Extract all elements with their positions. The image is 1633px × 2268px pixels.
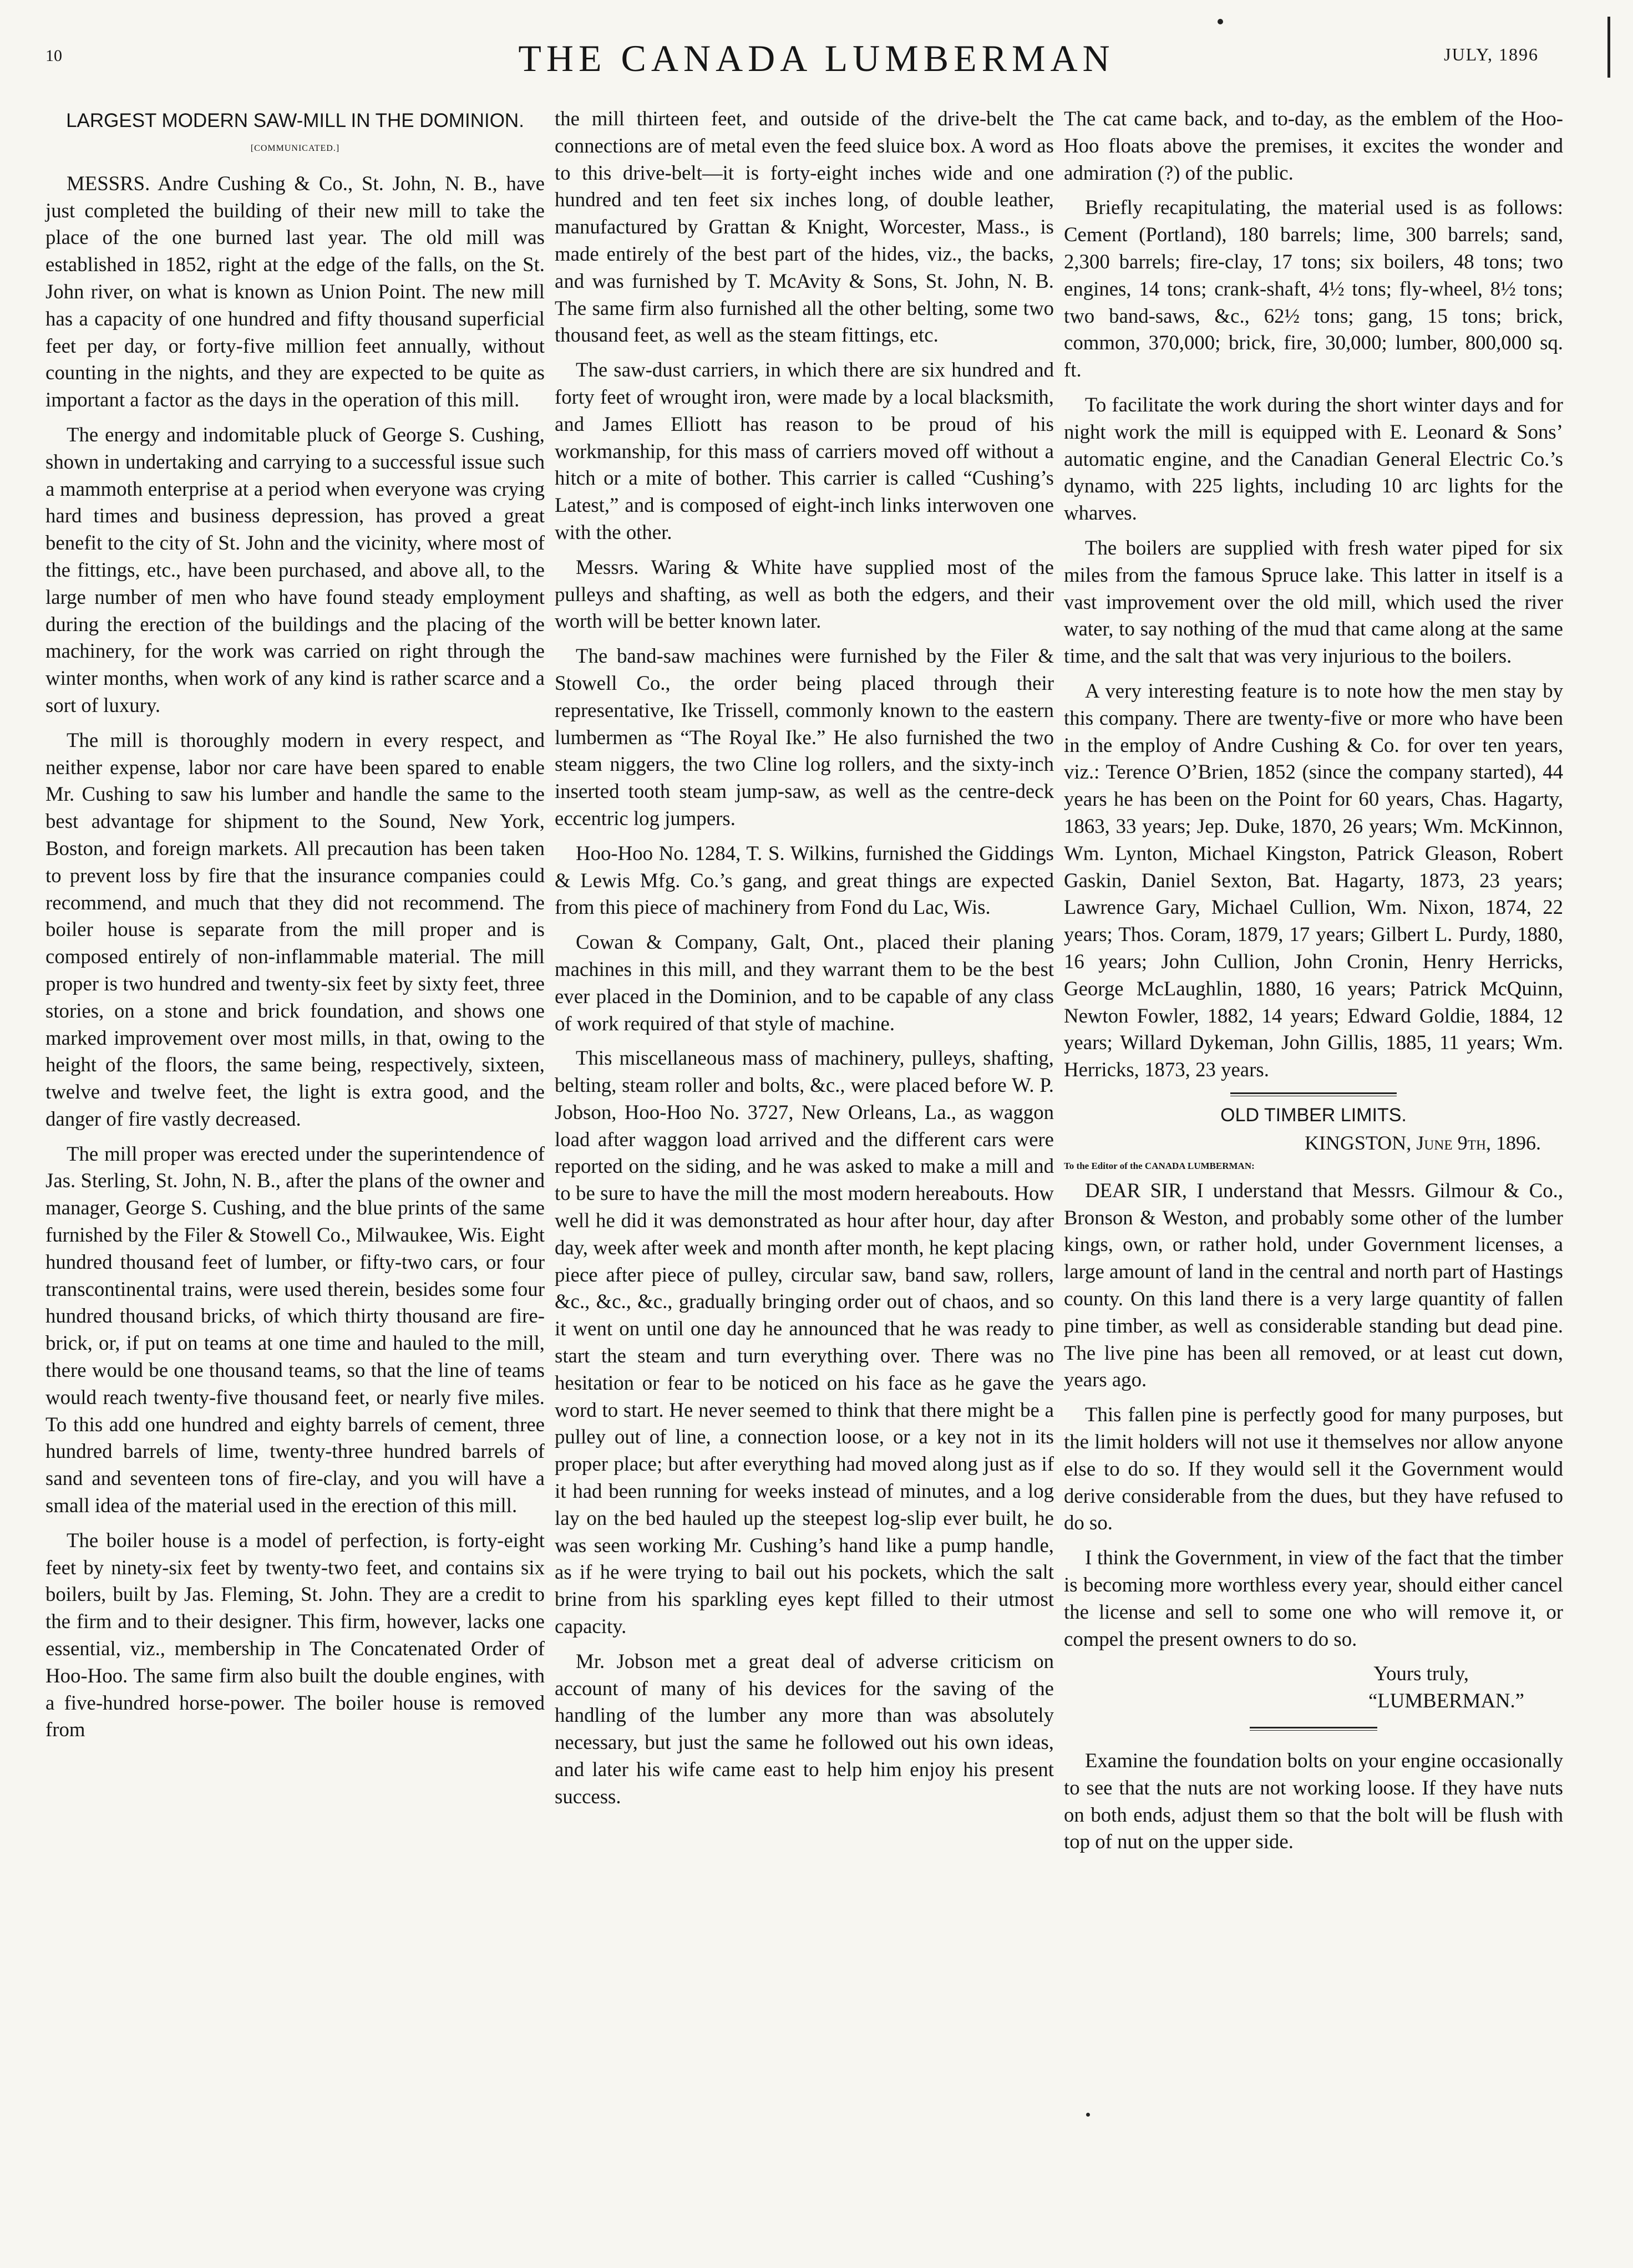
- section-divider: [1230, 1092, 1397, 1096]
- ink-speck: [1218, 19, 1223, 24]
- paragraph: The cat came back, and to-day, as the emblem of the Hoo-Hoo floats above the premises, it excites the wonder and admiration (?) of the public.: [1064, 107, 1563, 184]
- letter-signature: “LUMBERMAN.”: [1368, 1689, 1524, 1712]
- letter-salutation: To the Editor of the CANADA LUMBERMAN:: [1064, 1160, 1255, 1171]
- paragraph: DEAR SIR, I understand that Messrs. Gilmour & Co., Bronson & Weston, and probably some other of the lumber kings, own, or rather hold, under Government licenses, a large amount of land in the central and north part of Hastings county. On this land there is a very large quantity of fallen pine timber, as well as considerable standing but dead pine. The live pine has been all removed, or at least cut down, years ago.: [1064, 1178, 1564, 1391]
- article-title: LARGEST MODERN SAW-MILL IN THE DOMINION.: [66, 110, 524, 131]
- section-divider: [1250, 1727, 1377, 1731]
- paragraph: A very interesting feature is to note how the men stay by this company. There are twenty-five or more who have been in the employ of Andre Cushing & Co. for over ten years, viz.: Terence O’Brien, 1852 (since the company started), 44 years he has been on the Point for 60 years, Chas. Hagarty, 1863, 33 years; Jep. Duke, 1870, 26 years; Wm. McKinnon, Wm. Lynton, Michael Kingston, Patrick Gleason, Robert Gaskin, Daniel Sexton, Bat. Hagarty, 1873, 23 years; Lawrence Gary, Michael Cullion, Wm. Nixon, 1874, 22 years; Thos. Coram, 1879, 17 years; Gilbert L. Purdy, 1880, 16 years; John Cullion, John Cronin, Henry Herricks, George McLaughlin, 1880, 16 years; Patrick McQuinn, Newton Fowler, 1882, 14 years; Edward Goldie, 1884, 12 years; Willard Dykeman, John Gillis, 1885, 11 years; Wm. Herricks, 1873, 23 years.: [1064, 679, 1563, 1081]
- paragraph: The energy and indomitable pluck of George S. Cushing, shown in undertaking and carrying to a successful issue such a mammoth enterprise at a period when everyone was crying hard times and business depression, has proved a great benefit to the city of St. John and the vicinity, where most of the fittings, etc., have been purchased, and above all, to the large number of men who have found steady employment during the erection of the buildings and the placing of the machinery, for the work was carried on right through the winter months, when work of any kind is rather scarce and a sort of luxury.: [45, 423, 545, 716]
- letter-title: OLD TIMBER LIMITS.: [1220, 1104, 1407, 1126]
- lead-word: MESSRS.: [67, 171, 150, 195]
- letter-dateline: KINGSTON, June 9th, 1896.: [1304, 1131, 1541, 1154]
- paragraph: Messrs. Waring & White have supplied most of the pulleys and shafting, as well as both the edgers, and their worth will be better known later.: [555, 555, 1054, 633]
- masthead: THE CANADA LUMBERMAN: [518, 37, 1115, 79]
- paragraph: Examine the foundation bolts on your engine occasionally to see that the nuts are not working loose. If they have nuts on both ends, adjust them so that the bolt will be flush with top of nut on the upper side.: [1064, 1749, 1563, 1853]
- paragraph: Mr. Jobson met a great deal of adverse criticism on account of many of his devices for the saving of the handling of the lumber any more than was absolutely necessary, but just the same he followed out his own ideas, and later his wife came east to help him enjoy his present success.: [555, 1649, 1054, 1808]
- paragraph: To facilitate the work during the short winter days and for night work the mill is equipped with E. Leonard & Sons’ automatic engine, and the Canadian General Electric Co.’s dynamo, with 225 lights, including 10 arc lights for the wharves.: [1064, 393, 1563, 525]
- margin-line: [1607, 17, 1610, 78]
- page-header: [0, 0, 1633, 83]
- paragraph: Briefly recapitulating, the material used is as follows: Cement (Portland), 180 barrels; lime, 300 barrels; sand, 2,300 barrels; fire-clay, 17 tons; six boilers, 48 tons; two engines, 14 tons; crank-shaft, 4½ tons; fly-wheel, 8½ tons; two band-saws, &c., 62½ tons; gang, 15 tons; brick, common, 370,000; brick, fire, 30,000; lumber, 800,000 sq. ft.: [1064, 196, 1563, 382]
- paragraph: The mill proper was erected under the superintendence of Jas. Sterling, St. John, N. B., after the plans of the owner and manager, George S. Cushing, and the blue prints of the same furnished by the Filer & Stowell Co., Milwaukee, Wis. Eight hundred thousand feet of lumber, or fifty-two cars, or four transcontinental trains, were used therein, besides some four hundred thousand bricks, of which thirty thousand are fire-brick, or, if put on teams at one time and hauled to the mill, there would be one thousand teams, so that the line of teams would reach twenty-five thousand feet, or nearly five miles. To this add one hundred and eighty barrels of cement, three hundred barrels of lime, twenty-three hundred barrels of sand and seventeen tons of fire-clay, and you will have a small idea of the material used in the erection of this mill.: [45, 1142, 545, 1517]
- column-1: [45, 105, 545, 1751]
- paragraph: This fallen pine is perfectly good for many purposes, but the limit holders will not use it themselves nor allow anyone else to do so. If they would sell it the Government would derive considerable from the dues, but they have refused to do so.: [1064, 1403, 1563, 1534]
- column-2: [555, 105, 1054, 1818]
- paragraph: The mill is thoroughly modern in every respect, and neither expense, labor nor care have been spared to enable Mr. Cushing to saw his lumber and handle the same to the best advantage for shipment to the Sound, New York, Boston, and foreign markets. All precaution has been taken to prevent loss by fire that the insurance companies could recommend, and much that they did not recommend. The boiler house is separate from the mill proper and is composed entirely of non-inflammable material. The mill proper is two hundred and twenty-six feet by sixty feet, three stories, on a stone and brick foundation, and shows one marked improvement over most mills, in that, owing to the height of the floors, the same being, respectively, sixteen, twelve and twelve feet, the light is extra good, and the danger of fire vastly decreased.: [45, 728, 545, 1130]
- paragraph: Hoo-Hoo No. 1284, T. S. Wilkins, furnished the Giddings & Lewis Mfg. Co.’s gang, and great things are expected from this piece of machinery from Fond du Lac, Wis.: [555, 841, 1054, 919]
- paragraph: This miscellaneous mass of machinery, pulleys, shafting, belting, steam roller and bolts, &c., were placed before W. P. Jobson, Hoo-Hoo No. 3727, New Orleans, La., as waggon load after waggon load arrived and the different cars were reported on the siding, and he was asked to make a mill and to be sure to have the mill the most modern hereabouts. How well he did it was demonstrated as hour after hour, day after day, week after week and month after month, he kept placing piece after piece of pulley, circular saw, band saw, rollers, &c., &c., &c., gradually bringing order out of chaos, and so it went on until one day he announced that he was ready to start the steam and turn everything over. There was no hesitation or fear to be noticed on his face as he gave the word to start. He never seemed to think that there might be a pulley out of line, a connection loose, or a key not in its proper place; but after everything had moved along just as if it had been running for weeks instead of minutes, and a log lay on the bed hauled up the steepest log-slip ever built, he was seen working Mr. Cushing’s hand like a pump handle, as if he were trying to bail out his pockets, which the salt brine from his sparkling eyes kept filled to their utmost capacity.: [555, 1046, 1054, 1638]
- paragraph: The saw-dust carriers, in which there are six hundred and forty feet of wrought iron, were made by a local blacksmith, and James Elliott has reason to be proud of his workmanship, for this mass of carriers moved off without a hitch or a mite of bother. This carrier is called “Cushing’s Latest,” and is composed of eight-inch links interwoven one with the other.: [555, 358, 1054, 543]
- paragraph: the mill thirteen feet, and outside of the drive-belt the connections are of metal even the feed sluice box. A word as to this drive-belt—it is forty-eight inches wide and one hundred and ten feet six inches long, of double leather, manufactured by Grattan & Knight, Worcester, Mass., is made entirely of the best part of the hides, viz., the backs, and was furnished by T. McAvity & Sons, St. John, N. B. The same firm also furnished all the other belting, some two thousand feet, as well as the steam fittings, etc.: [555, 107, 1054, 347]
- paragraph: MESSRS. Andre Cushing & Co., St. John, N. B., have just completed the building of their new mill to take the place of the one burned last year. The old mill was established in 1852, right at the edge of the falls, on the St. John river, on what is known as Union Point. The new mill has a capacity of one hundred and fifty thousand superficial feet per day, or forty-five million feet annually, without counting in the nights, and they are expected to be quite as important a factor as the days in the operation of this mill.: [45, 171, 545, 411]
- lead-word: DEAR SIR,: [1085, 1178, 1187, 1202]
- issue-date: JULY, 1896: [1444, 44, 1539, 64]
- ink-speck: [1086, 2113, 1090, 2117]
- paragraph: The band-saw machines were furnished by the Filer & Stowell Co., the order being placed through their representative, Ike Trissell, commonly known to the eastern lumbermen as “The Royal Ike.” He also furnished the two steam niggers, the two Cline log rollers, and the sixty-inch inserted tooth steam jump-saw, as well as the centre-deck eccentric log jumpers.: [555, 644, 1054, 830]
- paragraph: The boilers are supplied with fresh water piped for six miles from the famous Spruce lake. This latter in itself is a vast improvement over the old mill, which used the river water, to say nothing of the mud that came along at the same time, and the salt that was very injurious to the boilers.: [1064, 536, 1563, 668]
- article-subtitle: [COMMUNICATED.]: [250, 144, 340, 153]
- paragraph: Cowan & Company, Galt, Ont., placed their planing machines in this mill, and they warrant them to be the best ever placed in the Dominion, and to be capable of any class of work required of that style of machine.: [555, 930, 1054, 1035]
- paragraph: I think the Government, in view of the fact that the timber is becoming more worthless every year, should either cancel the license and sell to some one who will remove it, or compel the present owners to do so.: [1064, 1546, 1563, 1650]
- page-number: 10: [45, 47, 62, 65]
- letter-closing: Yours truly,: [1373, 1662, 1469, 1685]
- paragraph: The boiler house is a model of perfection, is forty-eight feet by ninety-six feet by twenty-two feet, and contains six boilers, built by Jas. Fleming, St. John. They are a credit to the firm and to their designer. This firm, however, lacks one essential, viz., membership in The Concatenated Order of Hoo-Hoo. The same firm also built the double engines, with a five-hundred horse-power. The boiler house is removed from: [45, 1528, 545, 1741]
- column-3: [1064, 105, 1563, 1863]
